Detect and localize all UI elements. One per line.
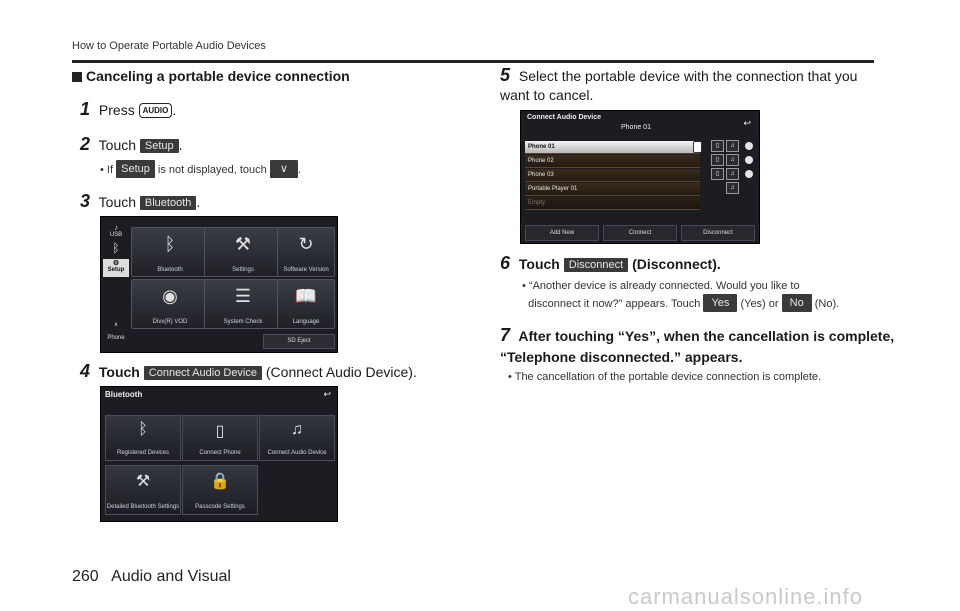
- phone-icon: ▯: [711, 140, 724, 152]
- step-text: After touching “Yes”, when the cancellation is complete,: [518, 328, 895, 344]
- status-dot-icon: [745, 170, 753, 178]
- back-icon: ↩: [323, 389, 331, 399]
- software-version-tile: ↻ Software Version: [277, 227, 335, 277]
- step-1: [80, 99, 176, 120]
- language-tile: 📖 Language: [277, 279, 335, 329]
- step-text: Press: [98, 102, 135, 118]
- connect-button: Connect: [603, 225, 677, 241]
- step-text: “Telephone disconnected.” appears.: [500, 349, 743, 365]
- connected-device-label: Phone 01: [621, 124, 651, 131]
- square-bullet-icon: [72, 72, 82, 82]
- bluetooth-tile: ᛒ Bluetooth: [131, 227, 209, 277]
- no-chip: No: [782, 294, 812, 312]
- wrench-icon: ⚒: [135, 473, 151, 490]
- disc-icon: ◉: [162, 286, 178, 306]
- step-number: 3: [80, 191, 91, 211]
- registered-devices-tile: ᛒ Registered Devices: [105, 415, 181, 461]
- device-row: Portable Player 01: [525, 183, 700, 196]
- step-text: .: [172, 102, 177, 118]
- note-text: (No).: [814, 298, 840, 310]
- step-2-note: • If Setup is not displayed, touch ∨ .: [100, 160, 301, 178]
- bluetooth-side-icon: ᛒ: [112, 241, 120, 255]
- watermark: carmanualsonline.info: [628, 584, 864, 609]
- step-6-note: • “Another device is already connected. Would you like to disconnect it now?” appears. Touch Yes (Yes) or No (No).: [522, 280, 840, 310]
- setup-side-item: ⚙ Setup: [103, 259, 129, 277]
- step-text: Touch: [518, 256, 560, 272]
- device-row: Phone 01: [525, 141, 700, 154]
- disconnect-chip: Disconnect: [564, 258, 628, 272]
- connect-phone-tile: ▯ Connect Phone: [182, 415, 258, 461]
- disconnect-button: Disconnect: [681, 225, 755, 241]
- note-text: is not displayed, touch: [157, 164, 267, 176]
- section-title: [72, 68, 350, 84]
- note-text: (Yes) or: [740, 298, 779, 310]
- step-5: [500, 66, 870, 105]
- step-number: 6: [500, 253, 511, 273]
- add-new-button: Add New: [525, 225, 599, 241]
- bluetooth-icon: ᛒ: [164, 234, 176, 254]
- step-text: (Disconnect).: [632, 256, 721, 272]
- step-number: 2: [80, 134, 91, 154]
- note-text: The cancellation of the portable device connection is complete.: [514, 371, 822, 383]
- step-text: Select the portable device with the connection that you want to cancel.: [500, 68, 858, 103]
- bluetooth-chip: Bluetooth: [140, 196, 196, 210]
- step-6: [500, 253, 721, 274]
- step-number: 7: [500, 325, 511, 345]
- music-icon: ♫: [726, 168, 739, 180]
- page-header: How to Operate Portable Audio Devices: [72, 40, 266, 52]
- phone-icon: ▯: [215, 423, 225, 440]
- phone-icon: ▯: [711, 154, 724, 166]
- step-7-note: • The cancellation of the portable device connection is complete.: [508, 371, 822, 383]
- device-row: Phone 03: [525, 169, 700, 182]
- music-icon: ♫: [726, 140, 739, 152]
- lock-icon: 🔒: [210, 473, 230, 490]
- passcode-settings-tile: 🔒 Passcode Settings: [182, 465, 258, 515]
- divx-tile: ◉ Divx(R) VOD: [131, 279, 209, 329]
- system-check-tile: ☰ System Check: [204, 279, 282, 329]
- header-rule: [72, 60, 874, 63]
- step-number: 4: [80, 361, 91, 381]
- step-text: Touch: [98, 137, 137, 153]
- step-text: Touch: [98, 194, 137, 210]
- sd-eject-button: SD Eject: [263, 334, 335, 349]
- tools-icon: ⚒: [234, 234, 252, 254]
- refresh-icon: ↻: [298, 234, 314, 254]
- usb-side-item: ♪ USB: [109, 223, 123, 238]
- audio-key-icon: AUDIO: [139, 103, 173, 118]
- device-row: Phone 02: [525, 155, 700, 168]
- status-dot-icon: [745, 142, 753, 150]
- connect-audio-device-chip: Connect Audio Device: [144, 366, 262, 380]
- phone-side-item: Phone: [107, 335, 125, 341]
- step-number: 1: [80, 99, 91, 119]
- connect-audio-device-tile: ♫ Connect Audio Device: [259, 415, 335, 461]
- audio-device-icon: ♫: [291, 421, 303, 438]
- bluetooth-devices-icon: ᛒ: [138, 421, 148, 438]
- note-text: disconnect it now?” appears. Touch: [528, 298, 701, 310]
- page-number: 260: [72, 568, 99, 585]
- step-4: [80, 361, 417, 382]
- bluetooth-screen-title: Bluetooth: [105, 390, 143, 399]
- step-text: .: [178, 137, 183, 153]
- step-2: [80, 134, 183, 155]
- device-row: Empty: [525, 197, 700, 210]
- step-7: [500, 325, 894, 368]
- music-icon: ♫: [726, 182, 739, 194]
- page-footer: [72, 568, 231, 586]
- note-text: “Another device is already connected. Would you like to: [528, 280, 800, 292]
- footer-section: Audio and Visual: [111, 568, 231, 585]
- status-dot-icon: [745, 156, 753, 164]
- step-number: 5: [500, 65, 511, 85]
- setup-menu-screenshot: [100, 216, 338, 353]
- setup-chip: Setup: [140, 139, 179, 153]
- step-text: .: [196, 194, 201, 210]
- phone-icon: ▯: [711, 168, 724, 180]
- back-icon: ↩: [743, 118, 751, 128]
- lock-icon: [693, 141, 702, 153]
- step-text: (Connect Audio Device).: [265, 364, 417, 380]
- note-text: If: [106, 164, 114, 176]
- book-icon: 📖: [294, 286, 318, 306]
- step-text: Touch: [98, 364, 140, 380]
- bluetooth-menu-screenshot: [100, 386, 338, 522]
- section-title-text: Canceling a portable device connection: [86, 68, 350, 84]
- checklist-icon: ☰: [234, 286, 252, 306]
- yes-chip: Yes: [703, 294, 737, 312]
- music-icon: ♫: [726, 154, 739, 166]
- chevron-down-icon: ∨: [270, 160, 298, 178]
- screen-title: Connect Audio Device: [527, 114, 602, 121]
- connect-audio-device-screenshot: [520, 110, 760, 244]
- step-3: [80, 191, 200, 212]
- setup-chip: Setup: [116, 160, 155, 178]
- note-text: .: [297, 164, 301, 176]
- settings-tile: ⚒ Settings: [204, 227, 282, 277]
- chevron-up-icon: ∧: [113, 322, 119, 328]
- detailed-settings-tile: ⚒ Detailed Bluetooth Settings: [105, 465, 181, 515]
